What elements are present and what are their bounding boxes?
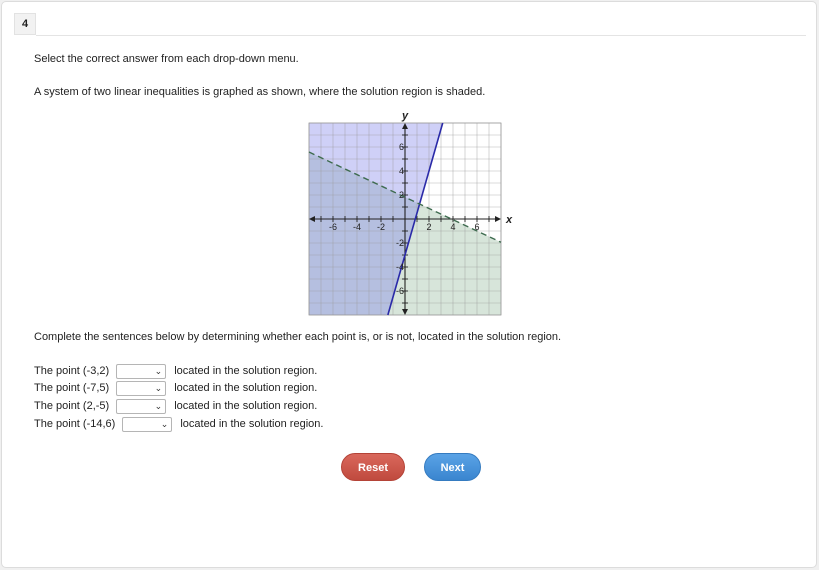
inequality-graph xyxy=(306,109,516,322)
y-tick-label: -4 xyxy=(395,262,404,272)
answer-dropdown[interactable] xyxy=(116,399,166,414)
question-card xyxy=(1,1,817,568)
sentence-row xyxy=(34,398,317,415)
chevron-down-icon: ⌄ xyxy=(154,401,163,411)
y-tick-label: 2 xyxy=(398,190,404,200)
reset-button[interactable]: Reset xyxy=(341,453,405,481)
graph-canvas xyxy=(306,109,516,319)
x-tick-label: -2 xyxy=(376,222,386,232)
point-label: The point (-3,2) xyxy=(34,365,110,377)
y-axis-label: y xyxy=(401,110,409,122)
sentences-intro: Complete the sentences below by determining whether each point is, or is not, located in the solution region. xyxy=(34,331,562,343)
header-divider xyxy=(36,35,806,36)
x-tick-label: -6 xyxy=(328,222,338,232)
x-tick-label: 2 xyxy=(426,222,432,232)
point-label: The point (2,-5) xyxy=(34,400,110,412)
answer-dropdown[interactable] xyxy=(116,381,166,396)
chevron-down-icon: ⌄ xyxy=(160,419,169,429)
y-tick-label: 4 xyxy=(398,166,404,176)
y-tick-label: 6 xyxy=(398,142,404,152)
answer-dropdown[interactable] xyxy=(122,417,172,432)
sentence-row xyxy=(34,363,317,380)
sentence-row xyxy=(34,416,323,433)
sentence-suffix: located in the solution region. xyxy=(174,400,318,412)
chevron-down-icon: ⌄ xyxy=(154,383,163,393)
question-number: 4 xyxy=(14,13,36,35)
x-tick-label: 4 xyxy=(450,222,456,232)
x-axis-label: x xyxy=(506,214,513,226)
y-tick-label: -6 xyxy=(395,286,404,296)
y-tick-label: -2 xyxy=(395,238,404,248)
x-tick-label: -4 xyxy=(352,222,362,232)
point-label: The point (-7,5) xyxy=(34,382,110,394)
next-button[interactable]: Next xyxy=(424,453,481,481)
sentence-suffix: located in the solution region. xyxy=(174,365,318,377)
chevron-down-icon: ⌄ xyxy=(154,366,163,376)
x-tick-label: 6 xyxy=(474,222,480,232)
point-label: The point (-14,6) xyxy=(34,418,116,430)
instruction-text: Select the correct answer from each drop-down menu. xyxy=(34,53,299,65)
sentence-row xyxy=(34,380,317,397)
question-prompt: A system of two linear inequalities is graphed as shown, where the solution region is shaded. xyxy=(34,86,486,98)
sentence-suffix: located in the solution region. xyxy=(180,418,324,430)
sentence-suffix: located in the solution region. xyxy=(174,382,318,394)
answer-dropdown[interactable] xyxy=(116,364,166,379)
